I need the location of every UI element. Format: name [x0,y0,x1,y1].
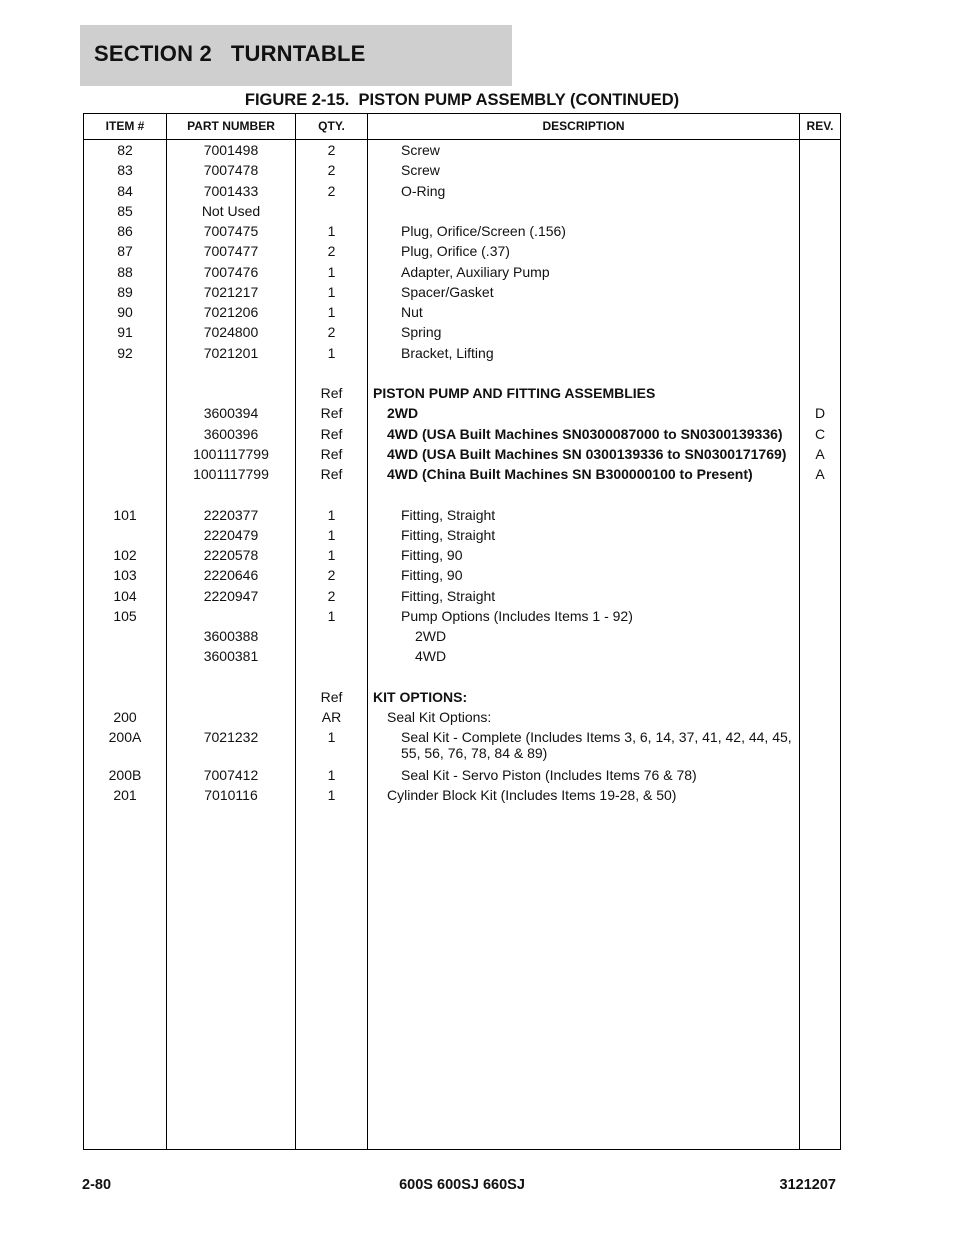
table-row [84,525,840,545]
figure-title: FIGURE 2-15. PISTON PUMP ASSEMBLY (CONTINUED) [244,91,680,109]
table-body [84,140,840,805]
item-number: 82 [117,142,133,158]
table-row [84,241,840,261]
quantity: 1 [327,766,336,783]
description: Seal Kit - Complete (Includes Items 3, 6, 14, 37, 41, 42, 44, 45, 55, 56, 76, 78, 84 & 89) [401,729,792,762]
table-row [84,282,840,302]
part-number: 7024800 [203,324,259,341]
quantity: 2 [327,182,336,199]
description: 4WD (USA Built Machines SN0300087000 to SN0300139336) [387,425,783,442]
part-number: 3600396 [203,425,259,442]
part-number: 1001117799 [193,445,269,462]
table-row [84,545,840,565]
quantity: 1 [327,787,336,803]
table-row [84,464,840,484]
quantity: AR [321,709,342,725]
table-row [84,363,840,383]
part-number: 3600388 [203,628,259,644]
quantity: 1 [327,223,336,239]
part-number: 7021217 [203,283,259,300]
table-row [84,667,840,687]
item-number: 89 [117,283,133,300]
description: Cylinder Block Kit (Includes Items 19-28, & 50) [387,787,677,803]
part-number: 7001433 [203,182,259,199]
description: O-Ring [401,182,446,199]
table-row [84,606,840,626]
part-number: 7021206 [203,304,259,320]
description: Fitting, Straight [401,587,496,604]
quantity: Ref [320,425,343,442]
revision: A [815,445,825,462]
quantity: 1 [327,607,336,624]
description: Fitting, Straight [401,506,496,523]
part-number: 7007478 [203,162,259,179]
quantity: 1 [327,283,336,300]
table-row [84,343,840,363]
table-row [84,160,840,180]
table-row [84,586,840,606]
item-number: 86 [117,223,133,239]
item-number: 91 [117,324,133,341]
description: Plug, Orifice (.37) [401,243,510,260]
description: 2WD [415,628,447,644]
quantity: Ref [320,688,343,705]
table-row [84,322,840,342]
table-row [84,765,840,785]
description: Adapter, Auxiliary Pump [401,263,550,280]
quantity: 1 [327,304,336,320]
quantity: Ref [320,385,343,401]
quantity: 1 [327,547,336,563]
table-row [84,221,840,241]
description: Nut [401,304,423,320]
part-number: 3600394 [203,405,259,422]
table-row [84,262,840,282]
page-number: 2-80 [82,1177,112,1193]
description: Fitting, 90 [401,547,463,563]
description: Bracket, Lifting [401,344,494,361]
item-number: 84 [117,182,133,199]
table-row [84,707,840,727]
quantity: 1 [327,526,336,543]
table-row [84,181,840,201]
description: PISTON PUMP AND FITTING ASSEMBLIES [373,385,656,401]
part-number: 7007412 [203,766,259,783]
part-number: 7007477 [203,243,259,260]
model-numbers: 600S 600SJ 660SJ [399,1177,525,1193]
part-number: 7010116 [204,787,258,803]
table-row [84,383,840,403]
table-row [84,626,840,646]
item-number: 87 [117,243,133,260]
part-number: 1001117799 [193,466,269,482]
description: 4WD (China Built Machines SN B300000100 to Present) [387,466,753,482]
table-row [84,140,840,160]
quantity: Ref [320,466,343,482]
description: Plug, Orifice/Screen (.156) [401,223,566,239]
part-number: 7021232 [203,729,259,746]
part-number: 7001498 [203,142,259,158]
description: Seal Kit Options: [387,709,492,725]
item-number: 104 [113,587,137,604]
table-row [84,444,840,464]
table-row [84,201,840,221]
quantity: 1 [327,506,336,523]
quantity: 1 [327,729,336,746]
part-number: 2220479 [203,526,259,543]
section-title: SECTION 2 TURNTABLE [94,41,366,66]
quantity: 2 [327,142,336,158]
quantity: 2 [327,243,336,260]
item-number: 105 [113,607,137,624]
item-number: 200A [108,729,142,746]
item-number: 102 [113,547,137,563]
part-number: 7007476 [203,263,259,280]
table-row [84,424,840,444]
description: 2WD [387,405,419,422]
column-header-item: ITEM # [105,119,145,133]
description: KIT OPTIONS: [373,688,468,705]
table-row [84,785,840,805]
quantity: Ref [320,405,343,422]
column-header-part-number: PART NUMBER [187,119,275,133]
column-header-qty: QTY. [318,119,345,133]
part-number: 2220947 [203,587,259,604]
quantity: 2 [327,587,336,604]
part-number: 2220578 [203,547,259,563]
description: Fitting, Straight [401,526,496,543]
quantity: Ref [320,445,343,462]
item-number: 200 [113,709,137,725]
item-number: 90 [117,304,133,320]
part-number: 3600381 [203,648,259,665]
revision: A [815,466,825,482]
item-number: 101 [113,506,137,523]
table-row [84,687,840,707]
quantity: 2 [327,567,336,584]
item-number: 83 [117,162,133,179]
item-number: 200B [108,766,142,783]
part-number: Not Used [201,202,261,219]
part-number: 2220646 [203,567,259,584]
table-row [84,484,840,504]
table-row [84,565,840,585]
column-header-description: DESCRIPTION [542,119,625,133]
column-header-rev: REV. [806,119,834,133]
quantity: 2 [327,324,336,341]
document-number: 3121207 [779,1177,836,1193]
table-row [84,646,840,666]
quantity: 2 [327,162,336,179]
item-number: 92 [117,344,133,361]
description: Screw [401,142,440,158]
description: Pump Options (Includes Items 1 - 92) [401,607,633,624]
description: Seal Kit - Servo Piston (Includes Items 76 & 78) [401,766,697,783]
description: 4WD (USA Built Machines SN 0300139336 to SN0300171769) [387,445,787,462]
quantity: 1 [327,263,336,280]
item-number: 103 [113,567,137,584]
description: Fitting, 90 [401,567,463,584]
item-number: 85 [117,202,133,219]
description: Spring [401,324,442,341]
table-row [84,505,840,525]
part-number: 2220377 [203,506,259,523]
table-row [84,727,840,765]
description: Spacer/Gasket [401,283,494,300]
revision: C [814,425,826,442]
description: Screw [401,162,440,179]
part-number: 7021201 [203,344,259,361]
parts-table [83,113,841,1150]
item-number: 88 [117,263,133,280]
revision: D [814,405,826,422]
quantity: 1 [327,344,336,361]
section-header-band [80,25,512,86]
table-row [84,302,840,322]
table-row [84,403,840,423]
part-number: 7007475 [203,223,259,239]
item-number: 201 [113,787,137,803]
description: 4WD [415,648,447,665]
